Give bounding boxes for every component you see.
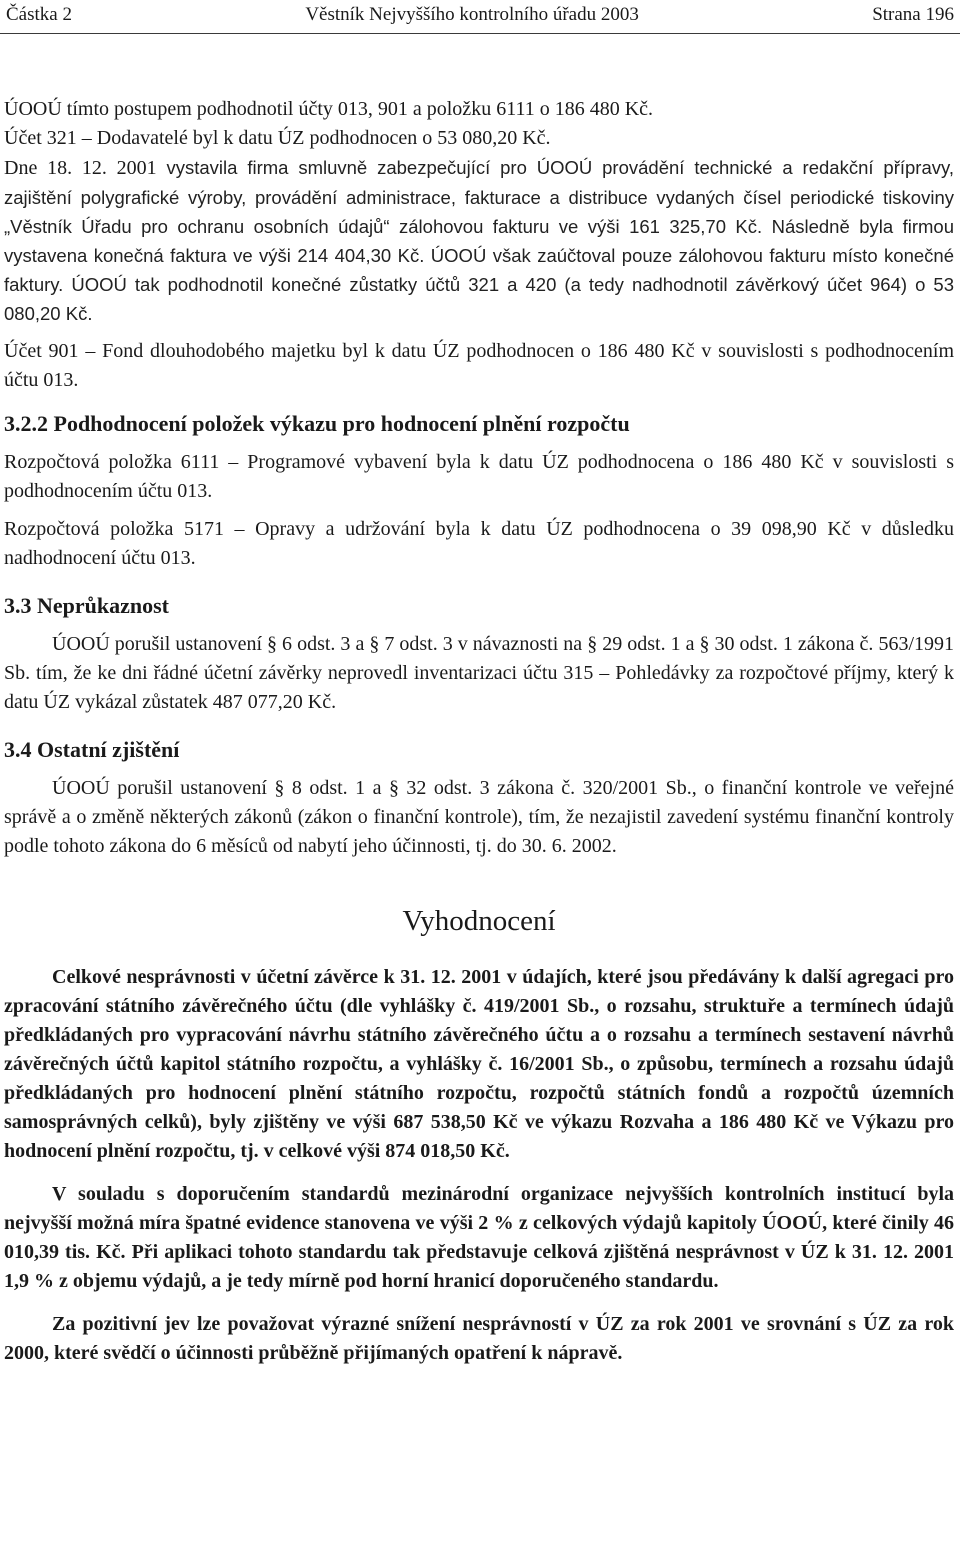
- paragraph-faktura-text: vystavila firma smluvně zabezpečující pro ÚOOÚ provádění technické a redakční přípravy, zajištění polygrafické výroby, provádění administrace, fakturace a distribuce vydaných čísel periodické tiskoviny „Věstník Úřadu pro ochranu osobních údajů“ zálohovou fakturu ve výši 161 325,70 Kč. Následně byla firmou vystavena konečná faktura ve výši 214 404,30 Kč. ÚOOÚ však zaúčtoval pouze zálohovou fakturu místo konečné faktury. ÚOOÚ tak podhodnotil konečné zůstatky účtů 321 a 420 (a tedy nadhodnotil závěrkový účet 964) o 53 080,20 Kč.: [4, 157, 954, 324]
- heading-3-2-2: 3.2.2 Podhodnocení položek výkazu pro hodnocení plnění rozpočtu: [4, 411, 630, 436]
- header-issue: Částka 2: [6, 4, 72, 25]
- document-body: [4, 95, 954, 1368]
- paragraph-ucet-321: Účet 321 – Dodavatelé byl k datu ÚZ podhodnocen o 53 080,20 Kč.: [4, 127, 551, 149]
- paragraph-celkove-nespravnosti: Celkové nesprávnosti v účetní závěrce k 31. 12. 2001 v údajích, které jsou předávány k další agregaci pro zpracování státního závěrečného účtu (dle vyhlášky č. 419/2001 Sb., o rozsahu, struktuře a termínech údajů předkládaných pro vypracování návrhu státního závěrečného účtu a o rozsahu a termínech sestavení návrhů závěrečných účtů kapitol státního rozpočtu, a vyhlášky č. 16/2001 Sb., o způsobu, termínech a rozsahu údajů předkládaných pro hodnocení plnění státního rozpočtu, rozpočtů státních fondů a rozpočtů územních samosprávných celků), byly zjištěny ve výši 687 538,50 Kč ve výkazu Rozvaha a 186 480 Kč ve Výkazu pro hodnocení plnění rozpočtu, tj. v celkové výši 874 018,50 Kč.: [4, 966, 954, 1162]
- paragraph-ooou-podhodnotil: ÚOOÚ tímto postupem podhodnotil účty 013, 901 a položku 6111 o 186 480 Kč.: [4, 98, 654, 120]
- paragraph-faktura: [4, 153, 954, 328]
- paragraph-ucet-901: Účet 901 – Fond dlouhodobého majetku byl k datu ÚZ podhodnocen o 186 480 Kč v souvislosti s podhodnocením účtu 013.: [4, 340, 954, 391]
- heading-3-4: 3.4 Ostatní zjištění: [4, 737, 180, 762]
- heading-3-3: 3.3 Neprůkaznost: [4, 593, 170, 618]
- header-page-number: Strana 196: [872, 4, 954, 25]
- header-rule: [0, 33, 960, 34]
- paragraph-pozitivni-jev: Za pozitivní jev lze považovat výrazné snížení nesprávností v ÚZ za rok 2001 ve srovnání s ÚZ za rok 2000, které svědčí o účinnosti průběžně přijímaných opatření k nápravě.: [4, 1313, 954, 1364]
- page-header: [6, 4, 954, 30]
- paragraph-faktura-date: Dne 18. 12. 2001: [4, 157, 157, 179]
- header-journal-title: Věstník Nejvyššího kontrolního úřadu 2003: [305, 4, 639, 25]
- paragraph-polozka-5171: Rozpočtová položka 5171 – Opravy a udržování byla k datu ÚZ podhodnocena o 39 098,90 Kč v důsledku nadhodnocení účtu 013.: [4, 518, 954, 569]
- section-title-vyhodnoceni: Vyhodnocení: [402, 905, 556, 937]
- paragraph-v-souladu: V souladu s doporučením standardů mezinárodní organizace nejvyšších kontrolních institucí byla nejvyšší možná míra špatné evidence stanovena ve výši 2 % z celkových výdajů kapitoly ÚOOÚ, které činily 46 010,39 tis. Kč. Při aplikaci tohoto standardu tak představuje celková zjištěná nesprávnost v ÚZ k 31. 12. 2001 1,9 % z objemu výdajů, a je tedy mírně pod horní hranicí doporučeného standardu.: [4, 1183, 954, 1292]
- paragraph-polozka-6111: Rozpočtová položka 6111 – Programové vybavení byla k datu ÚZ podhodnocena o 186 480 Kč v souvislosti s podhodnocením účtu 013.: [4, 451, 954, 502]
- paragraph-ostatni: ÚOOÚ porušil ustanovení § 8 odst. 1 a § 32 odst. 3 zákona č. 320/2001 Sb., o finanční kontrole ve veřejné správě a o změně některých zákonů (zákon o finanční kontrole), tím, že nezajistil zavedení systému finanční kontroly podle tohoto zákona do 6 měsíců od nabytí jeho účinnosti, tj. do 30. 6. 2002.: [4, 777, 954, 857]
- paragraph-nepruk: ÚOOÚ porušil ustanovení § 6 odst. 3 a § 7 odst. 3 v návaznosti na § 29 odst. 1 a § 30 odst. 1 zákona č. 563/1991 Sb. tím, že ke dni řádné účetní závěrky neprovedl inventarizaci účtu 315 – Pohledávky za rozpočtové příjmy, který k datu ÚZ vykázal zůstatek 487 077,20 Kč.: [4, 633, 954, 713]
